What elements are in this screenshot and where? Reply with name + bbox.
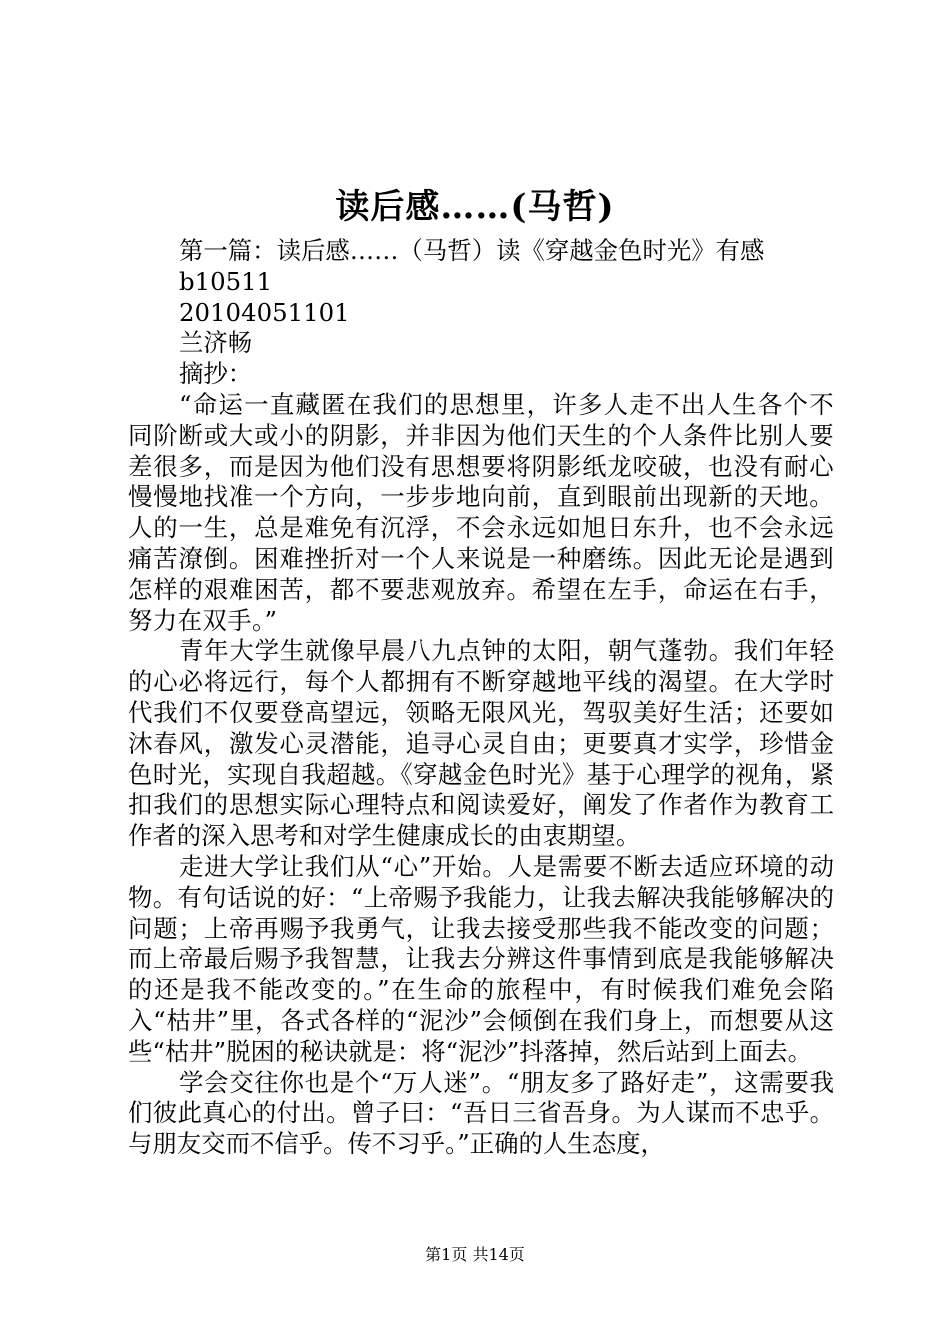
excerpt-label: 摘抄： bbox=[179, 359, 253, 389]
student-number: 20104051101 bbox=[179, 297, 350, 327]
chapter-heading: 第一篇：读后感……（马哲）读《穿越金色时光》有感 bbox=[179, 236, 765, 265]
body-paragraph: 学会交往你也是个“万人迷”。“朋友多了路好走”，这需要我们彼此真心的付出。曾子曰：“吾日三省吾身。为人谋而不忠乎。与朋友交而不信乎。传不习乎。”正确的人生态度， bbox=[128, 1067, 834, 1159]
page-number-footer: 第1页 共14页 bbox=[425, 1245, 525, 1264]
author-name: 兰济畅 bbox=[179, 328, 253, 358]
body-paragraph: 走进大学让我们从“心”开始。人是需要不断去适应环境的动物。有句话说的好：“上帝赐予我能力，让我去解决我能够解决的问题；上帝再赐予我勇气，让我去接受那些我不能改变的问题；而上帝最后赐予我智慧，让我去分辨这件事情到底是我能够解决的还是我不能改变的。”在生命的旅程中，有时候我们难免会陷入“枯井”里，各式各样的“泥沙”会倾倒在我们身上，而想要从这些“枯井”脱困的秘诀就是：将“泥沙”抖落掉，然后站到上面去。 bbox=[128, 851, 834, 1066]
document-title: 读后感……(马哲) bbox=[335, 187, 615, 227]
quote-paragraph: “命运一直藏匿在我们的思想里，许多人走不出人生各个不同阶断或大或小的阴影，并非因为他们天生的个人条件比别人要差很多，而是因为他们没有思想要将阴影纸龙咬破，也没有耐心慢慢地找准一个方向，一步步地向前，直到眼前出现新的天地。人的一生，总是难免有沉浮，不会永远如旭日东升，也不会永远痛苦潦倒。困难挫折对一个人来说是一种磨练。因此无论是遇到怎样的艰难困苦，都不要悲观放弃。希望在左手，命运在右手，努力在双手。” bbox=[128, 389, 834, 635]
class-code: b10511 bbox=[179, 266, 273, 296]
document-body bbox=[128, 236, 834, 1160]
body-paragraph: 青年大学生就像早晨八九点钟的太阳，朝气蓬勃。我们年轻的心必将远行，每个人都拥有不断穿越地平线的渴望。在大学时代我们不仅要登高望远，领略无限风光，驾驭美好生活；还要如沐春风，激发心灵潜能，追寻心灵自由；更要真才实学，珍惜金色时光，实现自我超越。《穿越金色时光》基于心理学的视角，紧扣我们的思想实际心理特点和阅读爱好，阐发了作者作为教育工作者的深入思考和对学生健康成长的由衷期望。 bbox=[128, 636, 834, 851]
